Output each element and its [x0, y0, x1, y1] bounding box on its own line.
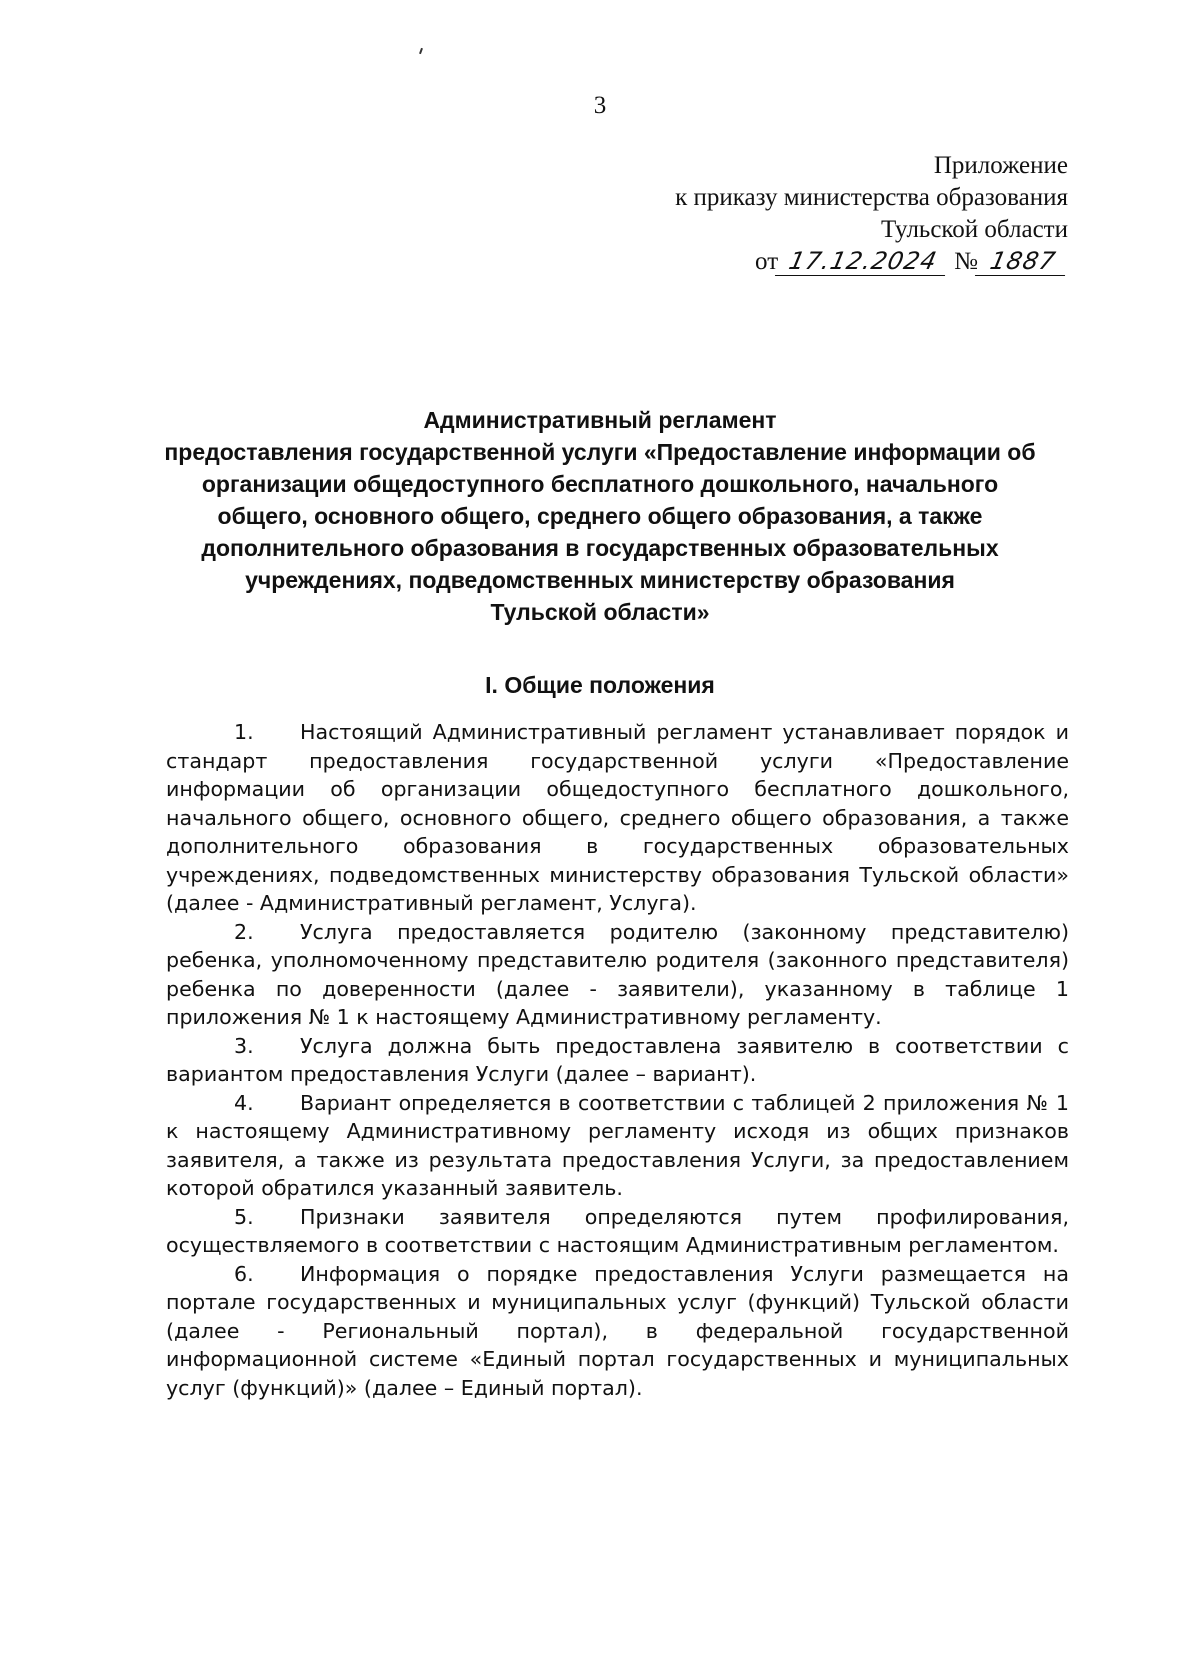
- paragraph-text: Настоящий Административный регламент устанавливает порядок и стандарт предоставления государственной услуги «Предоставление информации об организации общедоступного бесплатного дошкольного, начального общего, основного общего, среднего общего образования, а также дополнительного образования в государственных образовательных учреждениях, подведомственных министерству образования Тульской области» (далее - Административный регламент, Услуга).: [166, 720, 1069, 915]
- title-line: Тульской области»: [490, 599, 710, 625]
- page-number: 3: [593, 92, 607, 119]
- paragraph-text: Вариант определяется в соответствии с таблицей 2 приложения № 1 к настоящему Административному регламенту исходя из общих признаков заявителя, а также из результата предоставления Услуги, за предоставлением которой обратился указанный заявитель.: [166, 1090, 1069, 1200]
- title-line: дополнительного образования в государственных образовательных: [201, 535, 999, 561]
- handwritten-date: 17.12.2024: [775, 247, 951, 276]
- scan-mark: [419, 48, 423, 54]
- title-line: предоставления государственной услуги «Предоставление информации об: [164, 439, 1036, 465]
- title-line: Административный регламент: [423, 407, 777, 433]
- appendix-order-ref: к приказу министерства образования: [675, 184, 1068, 211]
- paragraph: [166, 1089, 1069, 1203]
- section-heading: I. Общие положения: [485, 672, 715, 698]
- number-label: №: [954, 248, 978, 275]
- handwritten-number: 1887: [975, 247, 1071, 276]
- appendix-header: [675, 150, 1068, 278]
- paragraph: [166, 1203, 1069, 1260]
- paragraph: [166, 718, 1069, 918]
- title-line: организации общедоступного бесплатного дошкольного, начального: [201, 471, 999, 497]
- paragraph-text: Информация о порядке предоставления Услуги размещается на портале государственных и муниципальных услуг (функций) Тульской области (далее - Региональный портал), в федеральной государственной информационной системе «Единый портал государственных и муниципальных услуг (функций)» (далее – Единый портал).: [166, 1261, 1069, 1400]
- paragraph-text: Услуга предоставляется родителю (законному представителю) ребенка, уполномоченному представителю родителя (законного представителя) ребенка по доверенности (далее - заявители), указанному в таблице 1 приложения № 1 к настоящему Административному регламенту.: [166, 919, 1069, 1029]
- appendix-region: Тульской области: [881, 216, 1068, 243]
- document-title: [150, 404, 1050, 628]
- paragraph-text: Признаки заявителя определяются путем профилирования, осуществляемого в соответствии с настоящим Административным регламентом.: [166, 1204, 1069, 1257]
- appendix-date-number-line: [675, 246, 1068, 278]
- appendix-title: Приложение: [933, 152, 1068, 179]
- paragraph: [166, 1032, 1069, 1089]
- paragraph-number: 6.: [234, 1261, 254, 1286]
- section-body: [166, 718, 1069, 1402]
- title-line: общего, основного общего, среднего общего образования, а также: [217, 503, 983, 529]
- from-label: от: [755, 248, 779, 275]
- paragraph-number: 3.: [234, 1033, 254, 1058]
- paragraph: [166, 918, 1069, 1032]
- paragraph-number: 4.: [234, 1090, 254, 1115]
- paragraph-number: 5.: [234, 1204, 254, 1229]
- paragraph-text: Услуга должна быть предоставлена заявителю в соответствии с вариантом предоставления Услуги (далее – вариант).: [166, 1033, 1069, 1086]
- paragraph-number: 2.: [234, 919, 254, 944]
- paragraph: [166, 1260, 1069, 1403]
- title-line: учреждениях, подведомственных министерству образования: [245, 567, 955, 593]
- paragraph-number: 1.: [234, 720, 254, 744]
